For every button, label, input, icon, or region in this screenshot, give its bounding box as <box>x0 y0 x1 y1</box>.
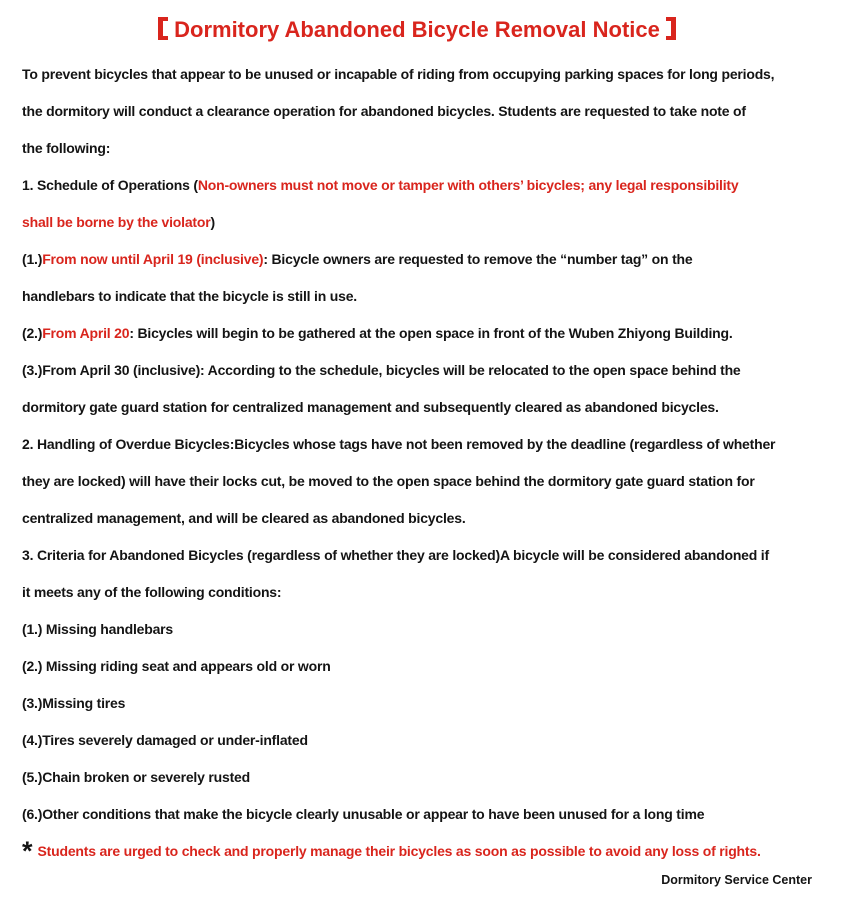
text-segment: (1.) Missing handlebars <box>22 621 173 637</box>
notice-line <box>22 241 812 278</box>
text-segment: they are locked) will have their locks cut, be moved to the open space behind the dormitory gate guard station for <box>22 473 755 489</box>
text-segment: the following: <box>22 140 111 156</box>
text-segment: 1. Schedule of Operations ( <box>22 177 198 193</box>
text-segment: Non-owners must not move or tamper with others’ bicycles; any legal responsibility <box>197 177 739 193</box>
notice-line <box>22 315 812 352</box>
notice-line <box>22 463 812 500</box>
notice-line <box>22 204 812 241</box>
notice-line <box>22 352 812 389</box>
text-segment: (3.)From April 30 (inclusive): According to the schedule, bicycles will be relocated to the open space behind the <box>22 362 741 378</box>
text-segment: From April 20 <box>42 325 130 341</box>
notice-body <box>22 56 812 870</box>
notice-line <box>22 611 812 648</box>
notice-line <box>22 130 812 167</box>
notice-line <box>22 537 812 574</box>
text-segment: dormitory gate guard station for centralized management and subsequently cleared as abandoned bicycles. <box>22 399 719 415</box>
text-segment: : Bicycle owners are requested to remove the “number tag” on the <box>263 251 693 267</box>
notice-title <box>22 13 812 47</box>
text-segment: it meets any of the following conditions: <box>22 584 282 600</box>
notice-line <box>22 722 812 759</box>
text-segment: (3.)Missing tires <box>22 695 126 711</box>
warning-line <box>22 833 812 870</box>
text-segment: (5.)Chain broken or severely rusted <box>22 769 250 785</box>
signature: Dormitory Service Center <box>661 873 812 887</box>
text-segment: To prevent bicycles that appear to be unused or incapable of riding from occupying parking spaces for long periods, <box>22 66 775 82</box>
text-segment: (2.) Missing riding seat and appears old or worn <box>22 658 331 674</box>
notice-line <box>22 56 812 93</box>
notice-line <box>22 167 812 204</box>
text-segment: (1.) <box>22 251 43 267</box>
text-segment: shall be borne by the violator <box>22 214 211 230</box>
lenticular-bracket-close-icon <box>666 17 676 40</box>
text-segment: handlebars to indicate that the bicycle is still in use. <box>22 288 357 304</box>
notice-line <box>22 574 812 611</box>
text-segment: 2. Handling of Overdue Bicycles:Bicycles whose tags have not been removed by the deadline (regardless of whether <box>22 436 776 452</box>
text-segment: From now until April 19 (inclusive) <box>42 251 264 267</box>
text-segment: (6.)Other conditions that make the bicycle clearly unusable or appear to have been unused for a long time <box>22 806 705 822</box>
notice-line <box>22 278 812 315</box>
text-segment: : Bicycles will begin to be gathered at the open space in front of the Wuben Zhiyong Building. <box>129 325 733 341</box>
text-segment: (2.) <box>22 325 43 341</box>
notice-title-text: Dormitory Abandoned Bicycle Removal Notice <box>174 17 660 42</box>
notice-line <box>22 426 812 463</box>
notice-line <box>22 759 812 796</box>
notice-line <box>22 685 812 722</box>
text-segment: centralized management, and will be cleared as abandoned bicycles. <box>22 510 466 526</box>
text-segment: (4.)Tires severely damaged or under-inflated <box>22 732 308 748</box>
text-segment: the dormitory will conduct a clearance operation for abandoned bicycles. Students are requested to take note of <box>22 103 746 119</box>
text-segment: * <box>22 836 33 866</box>
lenticular-bracket-open-icon <box>158 17 168 40</box>
text-segment: 3. Criteria for Abandoned Bicycles (regardless of whether they are locked)A bicycle will be considered abandoned if <box>22 547 769 563</box>
notice-line <box>22 93 812 130</box>
notice-line <box>22 796 812 833</box>
notice-line <box>22 389 812 426</box>
text-segment: ) <box>210 214 215 230</box>
notice-line <box>22 648 812 685</box>
text-segment: Students are urged to check and properly manage their bicycles as soon as possible to avoid any loss of rights. <box>37 843 761 859</box>
notice-line <box>22 500 812 537</box>
